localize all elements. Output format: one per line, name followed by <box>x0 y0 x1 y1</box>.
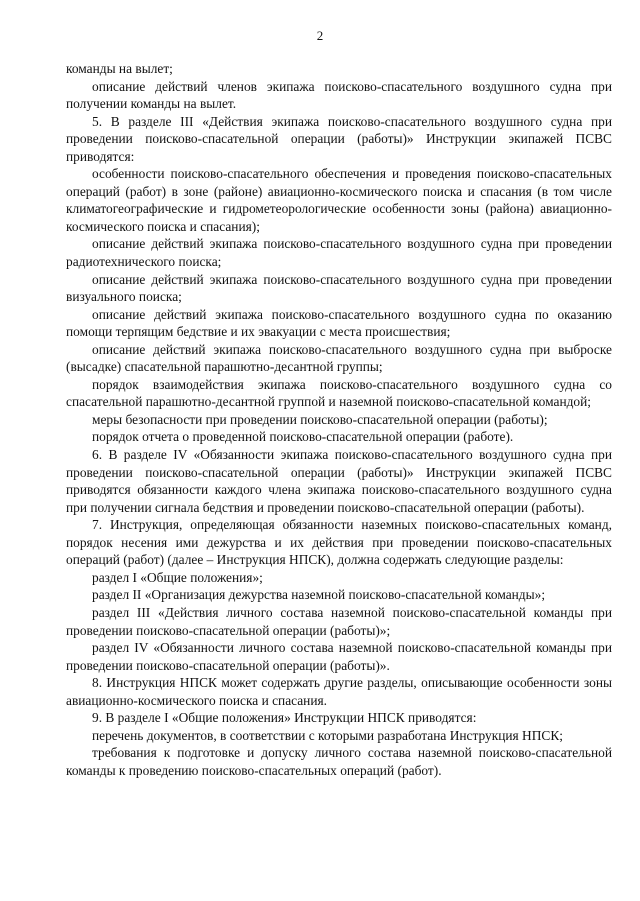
paragraph: раздел II «Организация дежурства наземной поисково-спасательной команды»; <box>92 587 546 603</box>
page-number: 2 <box>316 28 324 43</box>
paragraph: особенности поисково-спасательного обеспечения и проведения поисково-спасательных операций (работ) в зоне (районе) авиационно-космического поиска и спасания (в том числе климатогеографические и гидрометеорологические особенности зоны (района) авиационно-космического поиска и спасания); <box>66 166 612 234</box>
paragraph: описание действий членов экипажа поисково-спасательного воздушного судна при получении команды на вылет. <box>66 78 612 112</box>
paragraph: раздел IV «Обязанности личного состава наземной поисково-спасательной команды при проведении поисково-спасательной операции (работы)». <box>66 640 612 673</box>
paragraph: раздел I «Общие положения»; <box>92 569 263 585</box>
paragraph: 9. В разделе I «Общие положения» Инструкции НПСК приводятся: <box>92 710 477 726</box>
document-body <box>66 60 612 779</box>
paragraph: меры безопасности при проведении поисково-спасательной операции (работы); <box>92 411 548 427</box>
paragraph: описание действий экипажа поисково-спасательного воздушного судна при проведении визуального поиска; <box>66 271 612 305</box>
paragraph: команды на вылет; <box>66 61 173 76</box>
paragraph: описание действий экипажа поисково-спасательного воздушного судна по оказанию помощи терпящим бедствие и их эвакуации с места происшествия; <box>66 306 612 340</box>
paragraph: порядок взаимодействия экипажа поисково-спасательного воздушного судна со спасательной парашютно-десантной группой и наземной поисково-спасательной командой; <box>66 376 612 410</box>
paragraph: порядок отчета о проведенной поисково-спасательной операции (работе). <box>92 429 514 445</box>
paragraph: 7. Инструкция, определяющая обязанности наземных поисково-спасательных команд, порядок несения ими дежурства и их действия при проведении поисково-спасательных операций (работ) (далее – Инструкция НПСК), должна содержать следующие разделы: <box>66 517 612 568</box>
paragraph: 5. В разделе III «Действия экипажа поисково-спасательного воздушного судна при проведении поисково-спасательной операции (работы)» Инструкции экипажей ПСВС приводятся: <box>66 113 612 164</box>
paragraph: 6. В разделе IV «Обязанности экипажа поисково-спасательного воздушного судна при проведении поисково-спасательной операции (работы)» Инструкции экипажей ПСВС приводятся обязанности каждого члена экипажа поисково-спасательного воздушного судна при получении сигнала бедствия и проведении поисково-спасательной операции (работы). <box>66 447 612 515</box>
paragraph: описание действий экипажа поисково-спасательного воздушного судна при выброске (высадке) спасательной парашютно-десантной группы; <box>66 341 612 375</box>
paragraph: перечень документов, в соответствии с которыми разработана Инструкция НПСК; <box>92 727 563 743</box>
paragraph: раздел III «Действия личного состава наземной поисково-спасательной команды при проведении поисково-спасательной операции (работы)»; <box>66 604 612 638</box>
paragraph: 8. Инструкция НПСК может содержать другие разделы, описывающие особенности зоны авиационно-космического поиска и спасания. <box>66 675 612 708</box>
paragraph: требования к подготовке и допуску личного состава наземной поисково-спасательной команды к проведению поисково-спасательных операций (работ). <box>66 745 612 778</box>
paragraph: описание действий экипажа поисково-спасательного воздушного судна при проведении радиотехнического поиска; <box>66 236 612 270</box>
